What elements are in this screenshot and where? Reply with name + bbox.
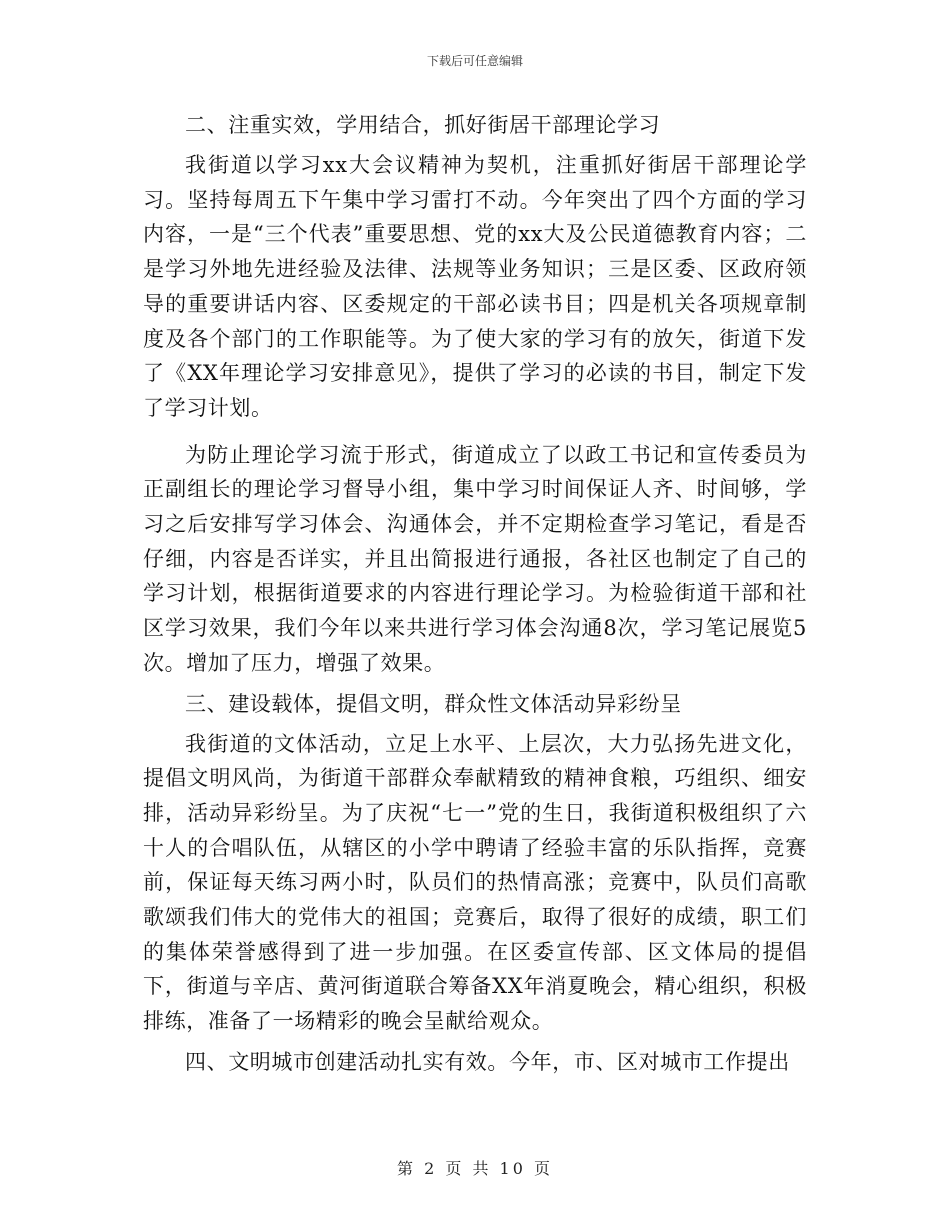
document-body bbox=[143, 106, 807, 1081]
section-heading-4: 四、文明城市创建活动扎实有效。今年，市、区对城市工作提出 bbox=[185, 1049, 790, 1074]
section-heading-2: 二、注重实效，学用结合，抓好街居干部理论学习 bbox=[185, 113, 661, 137]
page-number-footer: 第 2 页 共 10 页 bbox=[397, 1159, 553, 1178]
paragraph-theory-study: 我街道以学习xx大会议精神为契机，注重抓好街居干部理论学习。坚持每周五下午集中学习雷打不动。今年突出了四个方面的学习内容，一是“三个代表”重要思想、党的xx大及公民道德教育内容；二是学习外地先进经验及法律、法规等业务知识；三是区委、区政府领导的重要讲话内容、区委规定的干部必读书目；四是机关各项规章制度及各个部门的工作职能等。为了使大家的学习有的放矢，街道下发了《XX年理论学习安排意见》，提供了学习的必读的书目，制定下发了学习计划。 bbox=[143, 153, 807, 420]
header-note: 下载后可任意编辑 bbox=[426, 54, 523, 68]
paragraph-study-supervision: 为防止理论学习流于形式，街道成立了以政工书记和宣传委员为正副组长的理论学习督导小组，集中学习时间保证人齐、时间够，学习之后安排写学习体会、沟通体会，并不定期检查学习笔记，看是否仔细，内容是否详实，并且出简报进行通报，各社区也制定了自己的学习计划，根据街道要求的内容进行理论学习。为检验街道干部和社区学习效果，我们今年以来共进行学习体会沟通8次，学习笔记展览5次。增加了压力，增强了效果。 bbox=[143, 442, 807, 675]
section-heading-3: 三、建设载体，提倡文明，群众性文体活动异彩纷呈 bbox=[185, 691, 682, 716]
paragraph-cultural-activities: 我街道的文体活动，立足上水平、上层次，大力弘扬先进文化，提倡文明风尚，为街道干部群众奉献精致的精神食粮，巧组织、细安排，活动异彩纷呈。为了庆祝“七一”党的生日，我街道积极组织了六十人的合唱队伍，从辖区的小学中聘请了经验丰富的乐队指挥，竞赛前，保证每天练习两小时，队员们的热情高涨；竞赛中，队员们高歌歌颂我们伟大的党伟大的祖国；竞赛后，取得了很好的成绩，职工们的集体荣誉感得到了进一步加强。在区委宣传部、区文体局的提倡下，街道与辛店、黄河街道联合筹备XX年消夏晚会，精心组织，积极排练，准备了一场精彩的晚会呈献给观众。 bbox=[143, 731, 807, 1034]
